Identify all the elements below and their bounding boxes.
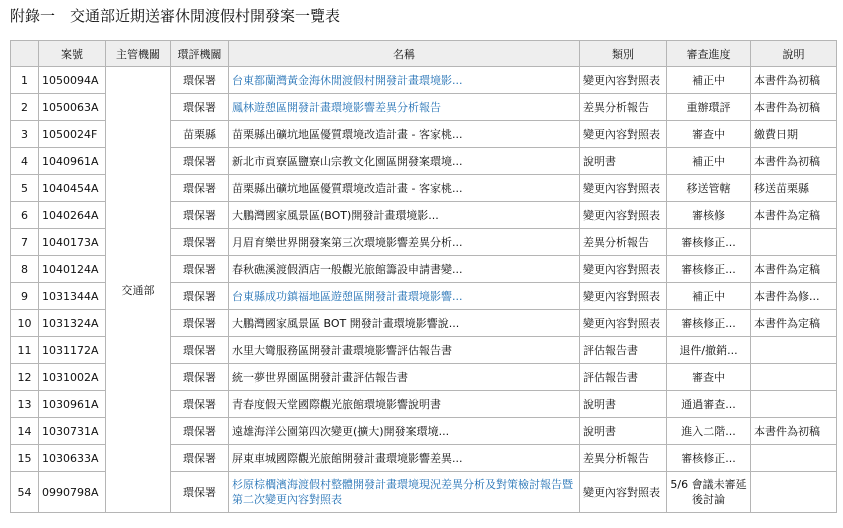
row-index: 54 (11, 472, 39, 513)
case-number: 1030961A (39, 391, 106, 418)
note (751, 337, 837, 364)
note (751, 445, 837, 472)
row-index: 10 (11, 310, 39, 337)
category: 變更內容對照表 (580, 256, 667, 283)
row-index: 15 (11, 445, 39, 472)
eia-agency: 苗栗縣 (171, 121, 229, 148)
project-name: 苗栗縣出礦坑地區優質環境改造計畫 - 客家桃... (229, 175, 580, 202)
row-index: 1 (11, 67, 39, 94)
project-name-link[interactable]: 台東都蘭灣黃金海休閒渡假村開發計畫環境影... (229, 67, 580, 94)
review-progress: 重辦環評 (667, 94, 751, 121)
note: 本書件為定稿 (751, 256, 837, 283)
case-number: 1040454A (39, 175, 106, 202)
review-progress: 審核修正... (667, 445, 751, 472)
header-category: 類別 (580, 41, 667, 67)
category: 變更內容對照表 (580, 121, 667, 148)
category: 變更內容對照表 (580, 67, 667, 94)
case-number: 1030633A (39, 445, 106, 472)
note (751, 364, 837, 391)
review-progress: 進入二階... (667, 418, 751, 445)
row-index: 9 (11, 283, 39, 310)
case-number: 1031344A (39, 283, 106, 310)
eia-agency: 環保署 (171, 283, 229, 310)
review-progress: 補正中 (667, 67, 751, 94)
note: 繳費日期 (751, 121, 837, 148)
note: 本書件為初稿 (751, 94, 837, 121)
note: 本書件為初稿 (751, 67, 837, 94)
case-number: 1031002A (39, 364, 106, 391)
review-progress: 審查中 (667, 121, 751, 148)
page-title: 附錄一 交通部近期送審休閒渡假村開發案一覽表 (10, 7, 341, 25)
eia-agency: 環保署 (171, 175, 229, 202)
row-index: 5 (11, 175, 39, 202)
category: 變更內容對照表 (580, 472, 667, 513)
case-number: 1040124A (39, 256, 106, 283)
eia-agency: 環保署 (171, 364, 229, 391)
review-progress: 通過審查... (667, 391, 751, 418)
note: 本書件為初稿 (751, 148, 837, 175)
note (751, 472, 837, 513)
case-number: 1031172A (39, 337, 106, 364)
category: 差異分析報告 (580, 94, 667, 121)
project-name: 遠雄海洋公園第四次變更(擴大)開發案環境... (229, 418, 580, 445)
category: 說明書 (580, 391, 667, 418)
row-index: 8 (11, 256, 39, 283)
case-number: 1050024F (39, 121, 106, 148)
case-number: 1050094A (39, 67, 106, 94)
row-index: 6 (11, 202, 39, 229)
project-name: 青春度假天堂國際觀光旅館環境影響說明書 (229, 391, 580, 418)
row-index: 4 (11, 148, 39, 175)
review-progress: 補正中 (667, 148, 751, 175)
authority-cell: 交通部 (106, 67, 171, 513)
row-index: 13 (11, 391, 39, 418)
note: 本書件為修... (751, 283, 837, 310)
case-number: 1040264A (39, 202, 106, 229)
category: 說明書 (580, 148, 667, 175)
review-progress: 審核修正... (667, 229, 751, 256)
table-header-row (11, 41, 837, 67)
case-number: 1030731A (39, 418, 106, 445)
note: 本書件為初稿 (751, 418, 837, 445)
header-name: 名稱 (229, 41, 580, 67)
review-progress: 審核修正... (667, 310, 751, 337)
category: 變更內容對照表 (580, 202, 667, 229)
category: 評估報告書 (580, 337, 667, 364)
eia-agency: 環保署 (171, 229, 229, 256)
eia-agency: 環保署 (171, 337, 229, 364)
category: 變更內容對照表 (580, 175, 667, 202)
eia-agency: 環保署 (171, 445, 229, 472)
review-progress: 審查中 (667, 364, 751, 391)
header-authority: 主管機關 (106, 41, 171, 67)
note: 本書件為定稿 (751, 202, 837, 229)
table-row (11, 67, 837, 94)
review-progress: 審核修正... (667, 256, 751, 283)
project-name: 月眉育樂世界開發案第三次環境影響差異分析... (229, 229, 580, 256)
row-index: 12 (11, 364, 39, 391)
category: 說明書 (580, 418, 667, 445)
eia-agency: 環保署 (171, 418, 229, 445)
project-name: 統一夢世界園區開發計畫評估報告書 (229, 364, 580, 391)
note (751, 229, 837, 256)
project-name-link[interactable]: 鳳林遊憩區開發計畫環境影響差異分析報告 (229, 94, 580, 121)
row-index: 3 (11, 121, 39, 148)
review-progress: 5/6 會議未審延後討論 (667, 472, 751, 513)
project-name: 大鵬灣國家風景區 BOT 開發計畫環境影響說... (229, 310, 580, 337)
eia-agency: 環保署 (171, 202, 229, 229)
project-table (10, 40, 837, 513)
project-name: 苗栗縣出礦坑地區優質環境改造計畫 - 客家桃... (229, 121, 580, 148)
review-progress: 退件/撤銷... (667, 337, 751, 364)
case-number: 1050063A (39, 94, 106, 121)
row-index: 7 (11, 229, 39, 256)
case-number: 1040961A (39, 148, 106, 175)
project-name-link[interactable]: 台東縣成功鎮福地區遊憩區開發計畫環境影響... (229, 283, 580, 310)
note: 本書件為定稿 (751, 310, 837, 337)
project-name: 新北市貢寮區鹽寮山宗教文化園區開發案環境... (229, 148, 580, 175)
note (751, 391, 837, 418)
eia-agency: 環保署 (171, 391, 229, 418)
eia-agency: 環保署 (171, 148, 229, 175)
row-index: 14 (11, 418, 39, 445)
case-number: 1031324A (39, 310, 106, 337)
category: 差異分析報告 (580, 445, 667, 472)
category: 變更內容對照表 (580, 283, 667, 310)
note: 移送苗栗縣 (751, 175, 837, 202)
eia-agency: 環保署 (171, 310, 229, 337)
row-index: 2 (11, 94, 39, 121)
header-eia-agency: 環評機關 (171, 41, 229, 67)
header-progress: 審查進度 (667, 41, 751, 67)
case-number: 1040173A (39, 229, 106, 256)
eia-agency: 環保署 (171, 256, 229, 283)
case-number: 0990798A (39, 472, 106, 513)
review-progress: 補正中 (667, 283, 751, 310)
header-case-no: 案號 (39, 41, 106, 67)
review-progress: 審核修 (667, 202, 751, 229)
project-name: 屏東車城國際觀光旅館開發計畫環境影響差異... (229, 445, 580, 472)
category: 差異分析報告 (580, 229, 667, 256)
eia-agency: 環保署 (171, 67, 229, 94)
project-name: 大鵬灣國家風景區(BOT)開發計畫環境影... (229, 202, 580, 229)
header-note: 說明 (751, 41, 837, 67)
eia-agency: 環保署 (171, 94, 229, 121)
eia-agency: 環保署 (171, 472, 229, 513)
project-name: 水里大彎服務區開發計畫環境影響評估報告書 (229, 337, 580, 364)
category: 變更內容對照表 (580, 310, 667, 337)
review-progress: 移送管轄 (667, 175, 751, 202)
row-index: 11 (11, 337, 39, 364)
category: 評估報告書 (580, 364, 667, 391)
header-index (11, 41, 39, 67)
project-name-link[interactable]: 杉原棕櫚濱海渡假村整體開發計畫環境現況差異分析及對策檢討報告暨第二次變更內容對照表 (229, 472, 580, 513)
project-name: 春秋礁溪渡假酒店一般觀光旅館籌設申請書變... (229, 256, 580, 283)
